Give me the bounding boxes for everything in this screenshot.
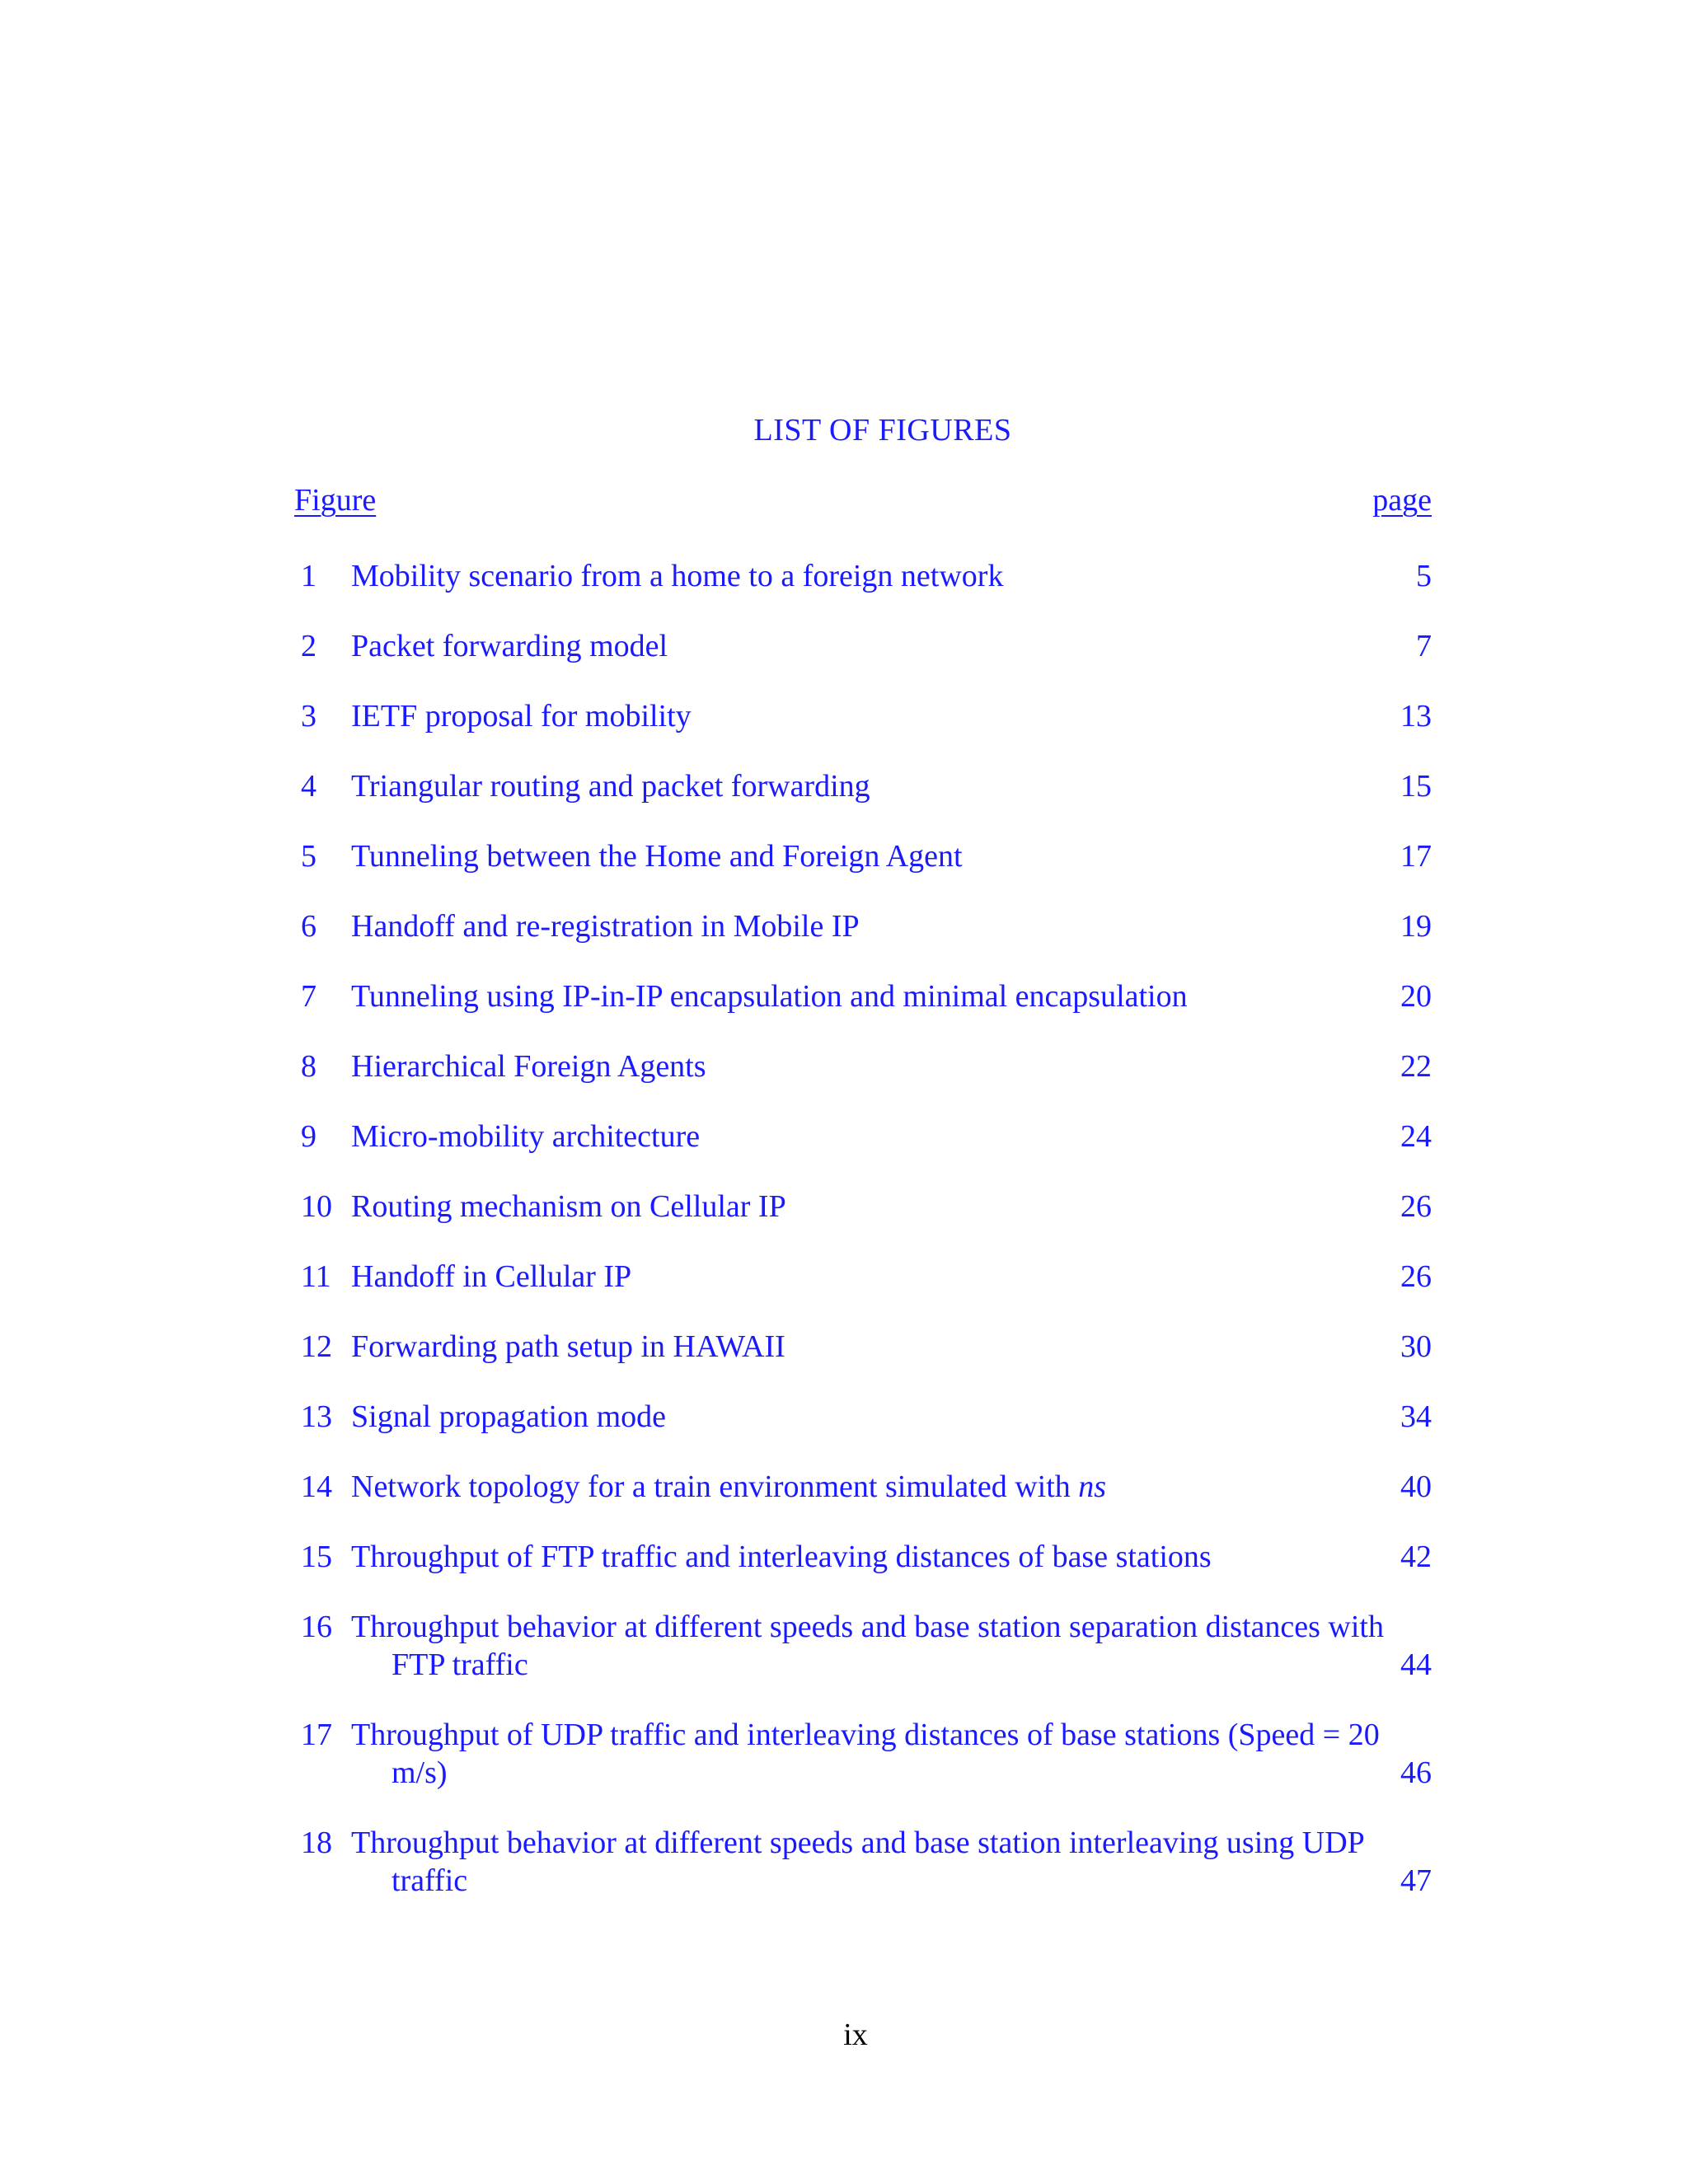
figure-list [294, 557, 1432, 1932]
figure-number: 7 [301, 979, 316, 1014]
figure-number: 13 [301, 1399, 332, 1434]
figure-caption: IETF proposal for mobility [351, 699, 692, 733]
figure-caption: Throughput of FTP traffic and interleaving distances of base stations [351, 1540, 1212, 1574]
figure-caption-main: Network topology for a train environment simulated with [351, 1469, 1079, 1504]
figure-entry-8[interactable] [294, 1047, 1432, 1085]
figure-entry-4[interactable] [294, 767, 1432, 805]
figure-page: 42 [1400, 1540, 1432, 1574]
figure-number: 9 [301, 1119, 316, 1154]
figure-caption: Hierarchical Foreign Agents [351, 1049, 706, 1084]
figure-number: 12 [301, 1329, 332, 1364]
figure-page: 47 [1400, 1863, 1432, 1898]
figure-number: 6 [301, 909, 316, 944]
figure-caption: Routing mechanism on Cellular IP [351, 1189, 786, 1224]
figure-entry-12[interactable] [294, 1328, 1432, 1366]
figure-page: 30 [1400, 1329, 1432, 1364]
figure-page: 17 [1400, 839, 1432, 874]
figure-number: 11 [301, 1259, 331, 1294]
figure-caption: Throughput of UDP traffic and interleaving distances of base stations (Speed = 20 [351, 1718, 1380, 1752]
figure-entry-14[interactable] [294, 1468, 1432, 1506]
figure-number: 5 [301, 839, 316, 874]
figure-caption: Mobility scenario from a home to a foreign network [351, 559, 1004, 593]
figure-number: 1 [301, 559, 316, 593]
figure-page: 15 [1400, 769, 1432, 804]
figure-caption: Throughput behavior at different speeds and base station interleaving using UDP [351, 1825, 1365, 1860]
figure-entry-2[interactable] [294, 627, 1432, 665]
figure-page: 19 [1400, 909, 1432, 944]
figure-page: 24 [1400, 1119, 1432, 1154]
figure-number: 2 [301, 629, 316, 663]
figure-entry-13[interactable] [294, 1398, 1432, 1436]
figure-caption-continuation: m/s) [392, 1755, 448, 1790]
figure-page: 5 [1416, 559, 1432, 593]
figure-caption: Tunneling using IP-in-IP encapsulation and minimal encapsulation [351, 979, 1188, 1014]
page-number: ix [843, 2018, 868, 2052]
figure-caption: Forwarding path setup in HAWAII [351, 1329, 785, 1364]
figure-entry-17[interactable] [294, 1716, 1432, 1792]
figure-page: 7 [1416, 629, 1432, 663]
figure-caption: Micro-mobility architecture [351, 1119, 701, 1154]
figure-caption-continuation: FTP traffic [392, 1647, 528, 1682]
figure-page: 13 [1400, 699, 1432, 733]
page-title: LIST OF FIGURES [753, 413, 1012, 448]
figure-number: 10 [301, 1189, 332, 1224]
figure-caption: Signal propagation mode [351, 1399, 667, 1434]
figure-number: 4 [301, 769, 316, 804]
figure-entry-1[interactable] [294, 557, 1432, 595]
figure-page: 26 [1400, 1189, 1432, 1224]
figure-number: 8 [301, 1049, 316, 1084]
figure-caption: Tunneling between the Home and Foreign Agent [351, 839, 963, 874]
figure-number: 16 [301, 1610, 332, 1644]
figure-page: 46 [1400, 1755, 1432, 1790]
figure-caption: Triangular routing and packet forwarding [351, 769, 870, 804]
figure-entry-16[interactable] [294, 1608, 1432, 1684]
figure-caption-continuation: traffic [392, 1863, 468, 1898]
figure-number: 17 [301, 1718, 332, 1752]
figure-number: 3 [301, 699, 316, 733]
figure-column-header: Figure [294, 483, 377, 518]
page-column-header: page [1372, 483, 1432, 518]
figure-entry-5[interactable] [294, 837, 1432, 875]
figure-entry-3[interactable] [294, 697, 1432, 735]
figure-page: 22 [1400, 1049, 1432, 1084]
figure-page: 40 [1400, 1469, 1432, 1504]
figure-entry-15[interactable] [294, 1538, 1432, 1576]
figure-number: 14 [301, 1469, 332, 1504]
figure-caption [351, 1468, 1106, 1506]
figure-caption: Packet forwarding model [351, 629, 668, 663]
figure-caption: Throughput behavior at different speeds and base station separation distances with [351, 1610, 1384, 1644]
figure-entry-6[interactable] [294, 907, 1432, 945]
figure-caption: Handoff and re-registration in Mobile IP [351, 909, 860, 944]
figure-page: 34 [1400, 1399, 1432, 1434]
figure-entry-10[interactable] [294, 1188, 1432, 1226]
figure-entry-9[interactable] [294, 1118, 1432, 1155]
figure-entry-18[interactable] [294, 1824, 1432, 1900]
figure-page: 20 [1400, 979, 1432, 1014]
figure-caption: Handoff in Cellular IP [351, 1259, 632, 1294]
figure-page: 26 [1400, 1259, 1432, 1294]
figure-page: 44 [1400, 1647, 1432, 1682]
figure-number: 18 [301, 1825, 332, 1860]
figure-number: 15 [301, 1540, 332, 1574]
figure-entry-7[interactable] [294, 977, 1432, 1015]
figure-entry-11[interactable] [294, 1258, 1432, 1296]
figure-caption-italic: ns [1078, 1469, 1107, 1504]
